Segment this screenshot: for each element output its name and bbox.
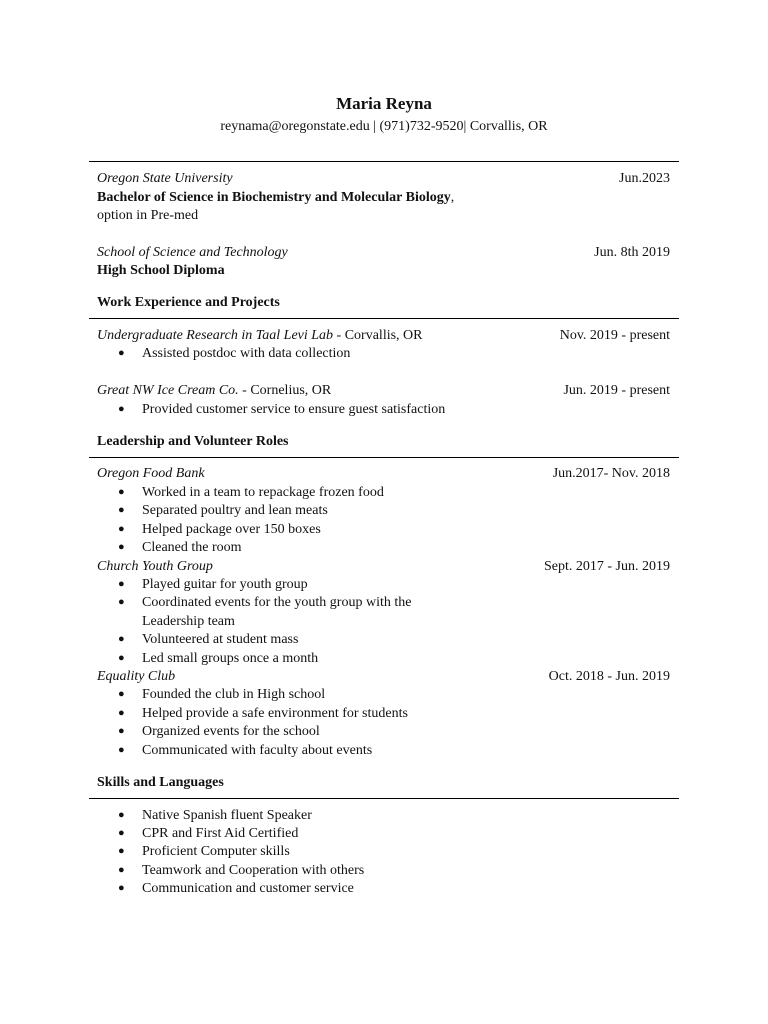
degree-line — [97, 188, 454, 207]
resume-name: Maria Reyna — [336, 94, 432, 113]
bullet-icon: ● — [118, 845, 125, 857]
org-name: Undergraduate Research in Taal Levi Lab — [97, 328, 334, 343]
bullet-icon: ● — [118, 523, 125, 535]
bullet-icon: ● — [118, 486, 125, 498]
bullet-icon: ● — [118, 725, 125, 737]
bullet-icon: ● — [118, 809, 125, 821]
date: Oct. 2018 - Jun. 2019 — [548, 669, 670, 684]
org-name: Church Youth Group — [97, 559, 213, 574]
leadership-entry-youthgroup — [97, 557, 670, 576]
date: Jun.2023 — [619, 171, 670, 186]
bullet-icon: ● — [118, 864, 125, 876]
org-name: Great NW Ice Cream Co. — [97, 383, 239, 398]
org-location: - Corvallis, OR — [333, 328, 423, 343]
section-heading-skills: Skills and Languages — [97, 775, 224, 790]
bullet-icon: ● — [118, 541, 125, 553]
divider — [89, 798, 679, 799]
date: Jun. 8th 2019 — [594, 245, 670, 260]
school-name: Oregon State University — [97, 171, 233, 186]
divider — [89, 318, 679, 319]
degree: Bachelor of Science in Biochemistry and Molecular Biology — [97, 190, 451, 205]
bullet-icon: ● — [118, 504, 125, 516]
date: Nov. 2019 - present — [559, 328, 670, 343]
date: Jun.2017- Nov. 2018 — [552, 466, 670, 481]
work-entry-icecream — [97, 381, 670, 400]
degree-option: option in Pre-med — [97, 208, 199, 223]
work-entry-research — [97, 326, 670, 345]
bullet-icon: ● — [118, 652, 125, 664]
leadership-entry-foodbank — [97, 464, 670, 483]
bullet-icon: ● — [118, 403, 125, 415]
date: Jun. 2019 - present — [563, 383, 670, 398]
bullet-icon: ● — [118, 707, 125, 719]
org-location: - Cornelius, OR — [238, 383, 332, 398]
divider — [89, 161, 679, 162]
section-heading-leadership: Leadership and Volunteer Roles — [97, 434, 289, 449]
leadership-entry-equality — [97, 667, 670, 686]
bullet-icon: ● — [118, 688, 125, 700]
education-entry-sst — [97, 243, 670, 262]
contact-line: reynama@oregonstate.edu | (971)732-9520| Corvallis, OR — [220, 119, 548, 134]
degree-suffix: , — [450, 190, 455, 205]
bullet-icon: ● — [118, 882, 125, 894]
section-heading-work: Work Experience and Projects — [97, 295, 280, 310]
bullet-icon: ● — [118, 633, 125, 645]
school-name: School of Science and Technology — [97, 245, 288, 260]
bullet-icon: ● — [118, 744, 125, 756]
resume-page: Maria Reyna reynama@oregonstate.edu | (971)732-9520| Corvallis, OR Oregon State University Jun.2023 Bachelor of Science in Biochemistry and Molecular Biology, option in Pre-med School of Science and Technology Jun. 8th 2019 High School Diploma Work Experience and Projects Undergraduate Research in Taal Levi Lab - Corvallis, OR Nov. 2019 - present ● Assisted postdoc with data collection Great NW Ice Cream Co. - Cornelius, OR Jun. 2019 - present ● Provided customer service to ensure guest satisfaction Leadership and Volunteer Roles Oregon Food Bank Jun.2017- Nov. 2018 ● Worked in a team to repackage frozen food ● Separated poultry and lean meats ● Helped package over 150 boxes ● Cleaned the room Church Youth Group Sept. 2017 - Jun. 2019 ● Played guitar for youth group ● Coordinated events for the youth group with the Leadership team ● Volunteered at student mass ● Led small groups once a month Equality Club Oct. 2018 - Jun. 2019 ● Founded the club in High school ● Helped provide a safe environment for students ● Organized events for the school ● Communicated with faculty about events Skills and Languages ● Native Spanish fluent Speaker ● CPR and First Aid Certified ● Proficient Computer skills ● Teamwork and Cooperation with others ● Communication and customer service — [0, 0, 768, 1024]
bullet-icon: ● — [118, 347, 125, 359]
date: Sept. 2017 - Jun. 2019 — [544, 559, 670, 574]
bullet-icon: ● — [118, 596, 125, 608]
bullet-icon: ● — [118, 827, 125, 839]
degree: High School Diploma — [97, 263, 225, 278]
org-name: Oregon Food Bank — [97, 466, 205, 481]
education-entry-osu — [97, 169, 670, 188]
bullet-icon: ● — [118, 578, 125, 590]
org-name: Equality Club — [97, 669, 176, 684]
divider — [89, 457, 679, 458]
